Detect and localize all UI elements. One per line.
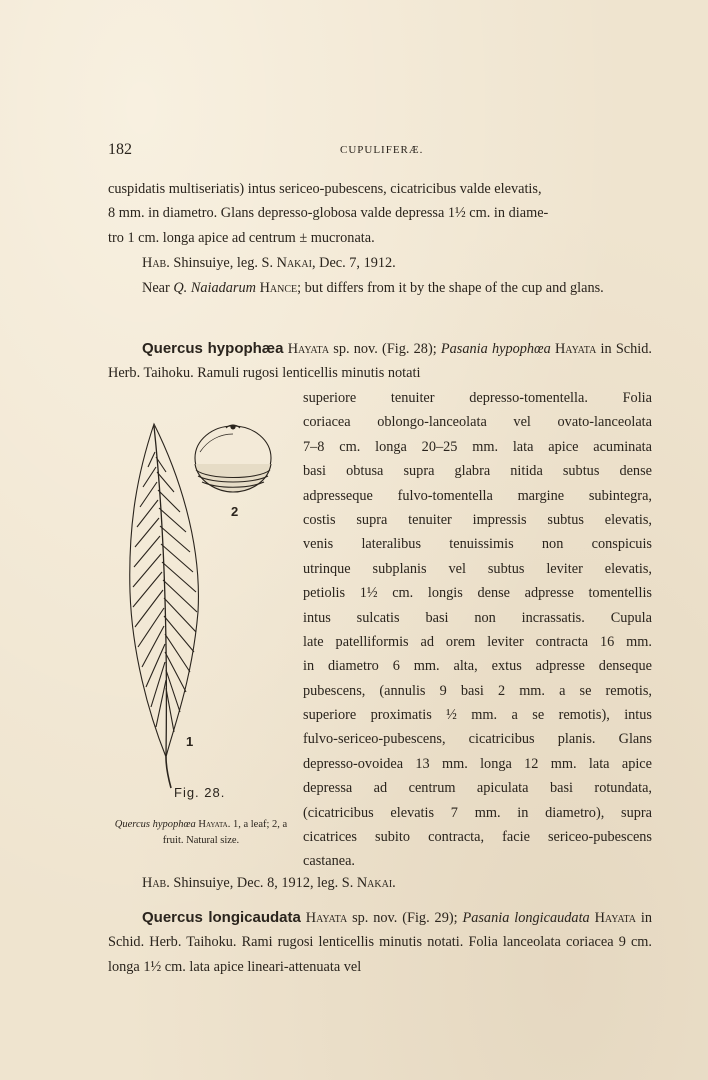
caption-text: . 1, a leaf; 2, a fruit. Natural size. bbox=[162, 819, 288, 846]
caption-species: Quercus hypophœa bbox=[114, 819, 196, 830]
species-2-author2: Hayata bbox=[594, 910, 636, 926]
figure-28-illustration bbox=[108, 412, 294, 812]
caption-author: Hayata bbox=[198, 819, 228, 830]
page-header bbox=[108, 141, 652, 163]
figure-label-2: 2 bbox=[231, 504, 239, 519]
description-line: (cicatricibus elevatis 7 mm. in diametro), supra bbox=[303, 804, 652, 821]
near-note bbox=[108, 276, 652, 300]
intro-line-2: 8 mm. in diametro. Glans depresso-globosa valde depressa 1½ cm. in diame- bbox=[108, 205, 549, 222]
description-line: adpresseque fulvo-tomentella margine subintegra, bbox=[303, 487, 652, 504]
species-1-synonym: Pasania hypophœa bbox=[440, 341, 551, 357]
habitat-label: Hab. bbox=[142, 255, 170, 271]
species-1-text1: sp. nov. (Fig. 28); bbox=[329, 341, 441, 357]
description-line: utrinque subplanis vel subtus leviter elevatis, bbox=[303, 560, 652, 577]
habitat-1-date: , Dec. 7, 1912. bbox=[311, 255, 396, 271]
species-2-author: Hayata bbox=[305, 910, 348, 926]
description-line: superiore proximatis ½ mm. a se remotis), intus bbox=[303, 707, 652, 724]
description-line: castanea. bbox=[303, 853, 355, 870]
habitat-1 bbox=[108, 251, 652, 275]
habitat-2 bbox=[108, 871, 652, 895]
species-2-heading bbox=[108, 906, 652, 979]
habitat-2-label: Hab. bbox=[142, 875, 170, 891]
intro-line-1: cuspidatis multiseriatis) intus sericeo-pubescens, cicatricibus valde elevatis, bbox=[108, 181, 542, 197]
figure-label-1: 1 bbox=[186, 734, 194, 749]
species-1-author2: Hayata bbox=[554, 341, 597, 357]
habitat-2-end: . bbox=[392, 875, 396, 891]
figure-title: Fig. 28. bbox=[174, 785, 226, 800]
habitat-2-collector: Nakai bbox=[356, 875, 393, 891]
description-line: superiore tenuiter depresso-tomentella. Folia bbox=[303, 390, 652, 406]
species-2-line3: Folia lanceolata coriacea 9 cm. longa 1½ cm. lata apice lineari-attenuata vel bbox=[108, 934, 652, 975]
description-line: fulvo-sericeo-pubescens, cicatricibus planis. Glans bbox=[303, 731, 652, 748]
near-prefix: Near bbox=[142, 280, 174, 296]
description-column bbox=[303, 386, 652, 874]
description-line: costis supra tenuiter impressis subtus elevatis, bbox=[303, 511, 652, 528]
description-line: pubescens, (annulis 9 basi 2 mm. a se remotis, bbox=[303, 682, 652, 699]
description-line: depresso-ovoidea 13 mm. longa 12 mm. lata apice bbox=[303, 755, 652, 772]
habitat-1-collector: Nakai bbox=[276, 255, 312, 271]
species-1-name: Quercus hypophæa bbox=[142, 340, 284, 357]
running-head: CUPULIFERÆ. bbox=[340, 144, 424, 156]
description-line: in diametro 6 mm. alta, extus adpresse denseque bbox=[303, 658, 652, 675]
description-line: venis lateralibus tenuissimis non conspicuis bbox=[303, 536, 652, 553]
description-line: 7–8 cm. longa 20–25 mm. lata apice acuminata bbox=[303, 438, 652, 455]
species-1-text2: in Schid. Herb. Taihoku. Ramuli rugosi lenticellis minutis notati bbox=[108, 341, 652, 382]
acorn-drawing bbox=[195, 425, 271, 492]
habitat-1-text: Shinsuiye, leg. S. bbox=[169, 255, 277, 271]
figure-28 bbox=[108, 412, 294, 852]
near-author: Hance bbox=[259, 280, 298, 296]
species-2-synonym: Pasania longicaudata bbox=[462, 910, 590, 926]
species-1-author: Hayata bbox=[287, 341, 330, 357]
habitat-2-text: Shinsuiye, Dec. 8, 1912, leg. S. bbox=[169, 875, 357, 891]
near-species: Q. Naiadarum bbox=[173, 280, 256, 296]
intro-line-3: tro 1 cm. longa apice ad centrum ± mucronata. bbox=[108, 229, 375, 246]
description-line: intus sulcatis basi non incrassatis. Cupula bbox=[303, 609, 652, 626]
intro-paragraph bbox=[108, 177, 652, 250]
species-1-heading bbox=[108, 337, 652, 386]
description-line: cicatrices subito contracta, facie sericeo-pubescens bbox=[303, 829, 652, 846]
species-2-text1: sp. nov. (Fig. 29); bbox=[347, 910, 463, 926]
near-rest: ; but differs from it by the shape of the cup and glans. bbox=[297, 280, 604, 296]
species-2-text2: in Schid. Herb. Taihoku. Rami rugosi lenticellis minutis notati. bbox=[108, 910, 653, 951]
description-line: basi obtusa supra glabra nitida subtus dense bbox=[303, 463, 652, 480]
species-2-name: Quercus longicaudata bbox=[142, 909, 301, 926]
description-line: depressa ad centrum apiculata basi rotundata, bbox=[303, 780, 652, 797]
description-line: late patelliformis ad orem leviter contracta 16 mm. bbox=[303, 633, 652, 650]
description-line: petiolis 1½ cm. longis dense adpresse tomentellis bbox=[303, 585, 652, 602]
description-line: coriacea oblongo-lanceolata vel ovato-lanceolata bbox=[303, 414, 652, 431]
page-number: 182 bbox=[108, 141, 132, 158]
figure-caption bbox=[108, 817, 294, 849]
